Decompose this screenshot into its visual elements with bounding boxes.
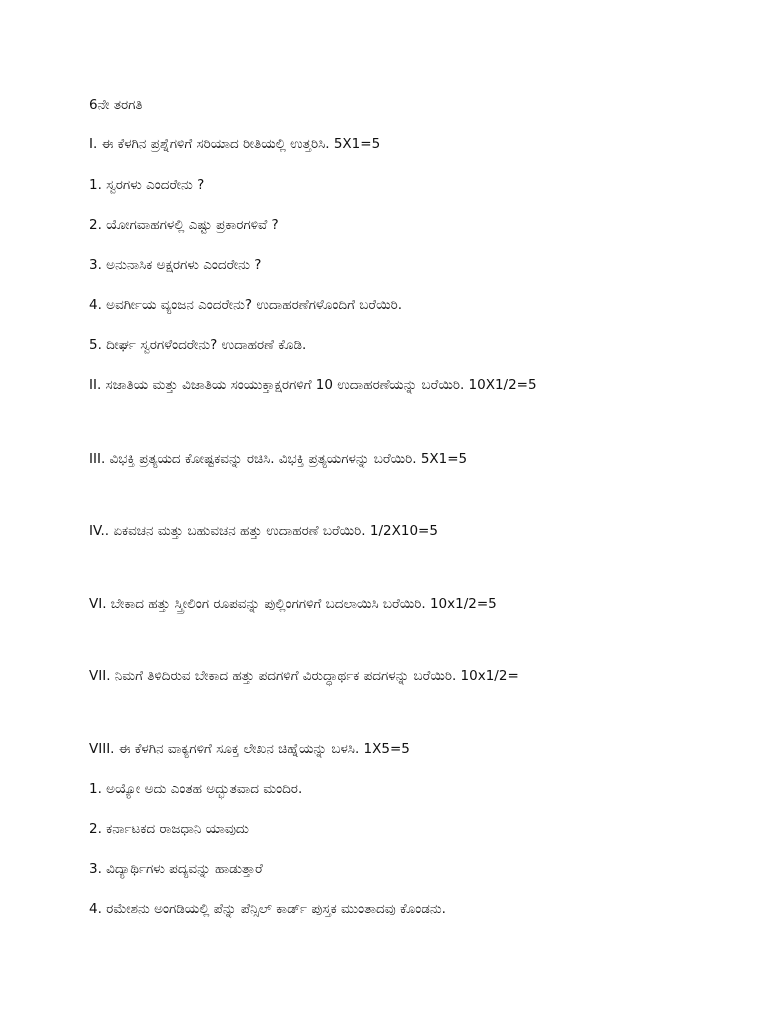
question-3: 3. ಅನುನಾಸಿಕ ಅಕ್ಷರಗಳು ಎಂದರೇನು ? bbox=[89, 257, 262, 273]
sentence-1: 1. ಅಯ್ಯೋ ಅದು ಎಂತಹ ಅದ್ಭುತವಾದ ಮಂದಿರ. bbox=[89, 781, 303, 797]
question-2: 2. ಯೋಗವಾಹಗಳಲ್ಲಿ ಎಷ್ಟು ಪ್ರಕಾರಗಳಿವೆ ? bbox=[89, 217, 279, 233]
section-3-heading: III. ವಿಭಕ್ತಿ ಪ್ರತ್ಯಯದ ಕೋಷ್ಟಕವನ್ನು ರಚಿಸಿ. ವಿಭಕ್ತಿ ಪ್ರತ್ಯಯಗಳನ್ನು ಬರೆಯಿರಿ. 5X1=5 bbox=[89, 451, 468, 467]
question-4: 4. ಅವರ್ಗೀಯ ವ್ಯಂಜನ ಎಂದರೇನು? ಉದಾಹರಣೆಗಳೊಂದಿಗೆ ಬರೆಯಿರಿ. bbox=[89, 297, 402, 313]
sentence-3: 3. ವಿದ್ಯಾರ್ಥಿಗಳು ಪದ್ಯವನ್ನು ಹಾಡುತ್ತಾರೆ bbox=[89, 861, 263, 877]
sentence-2: 2. ಕರ್ನಾಟಕದ ರಾಜಧಾನಿ ಯಾವುದು bbox=[89, 821, 249, 837]
sentence-4: 4. ರಮೇಶನು ಅಂಗಡಿಯಲ್ಲಿ ಪೆನ್ನು ಪೆನ್ಸಿಲ್ ಕಾರ್ಡ್ ಪುಸ್ತಕ ಮುಂತಾದವು ಕೊಂಡನು. bbox=[89, 901, 446, 917]
section-1-heading: I. ಈ ಕೆಳಗಿನ ಪ್ರಶ್ನೆಗಳಿಗೆ ಸರಿಯಾದ ರೀತಿಯಲ್ಲಿ ಉತ್ತರಿಸಿ. 5X1=5 bbox=[89, 136, 381, 152]
class-heading: 6ನೇ ತರಗತಿ bbox=[89, 97, 143, 113]
section-2-heading: II. ಸಜಾತಿಯ ಮತ್ತು ವಿಜಾತಿಯ ಸಂಯುಕ್ತಾಕ್ಷರಗಳಿಗೆ 10 ಉದಾಹರಣೆಯನ್ನು ಬರೆಯಿರಿ. 10X1/2=5 bbox=[89, 377, 537, 393]
section-4-heading: IV.. ಏಕವಚನ ಮತ್ತು ಬಹುವಚನ ಹತ್ತು ಉದಾಹರಣೆ ಬರೆಯಿರಿ. 1/2X10=5 bbox=[89, 523, 438, 539]
section-8-heading: VIII. ಈ ಕೆಳಗಿನ ವಾಕ್ಯಗಳಿಗೆ ಸೂಕ್ತ ಲೇಖನ ಚಿಹ್ನೆಯನ್ನು ಬಳಸಿ. 1X5=5 bbox=[89, 741, 410, 757]
section-6-heading: VI. ಬೇಕಾದ ಹತ್ತು ಸ್ತ್ರೀಲಿಂಗ ರೂಪವನ್ನು ಪುಲ್ಲಿಂಗಗಳಿಗೆ ಬದಲಾಯಿಸಿ ಬರೆಯಿರಿ. 10x1/2=5 bbox=[89, 596, 497, 612]
question-5: 5. ದೀರ್ಘ ಸ್ವರಗಳೆಂದರೇನು? ಉದಾಹರಣೆ ಕೊಡಿ. bbox=[89, 337, 307, 353]
section-7-heading: VII. ನಿಮಗೆ ತಿಳಿದಿರುವ ಬೇಕಾದ ಹತ್ತು ಪದಗಳಿಗೆ ವಿರುದ್ಧಾರ್ಥಕ ಪದಗಳನ್ನು ಬರೆಯಿರಿ. 10x1/2= bbox=[89, 668, 519, 684]
question-1: 1. ಸ್ವರಗಳು ಎಂದರೇನು ? bbox=[89, 177, 205, 193]
